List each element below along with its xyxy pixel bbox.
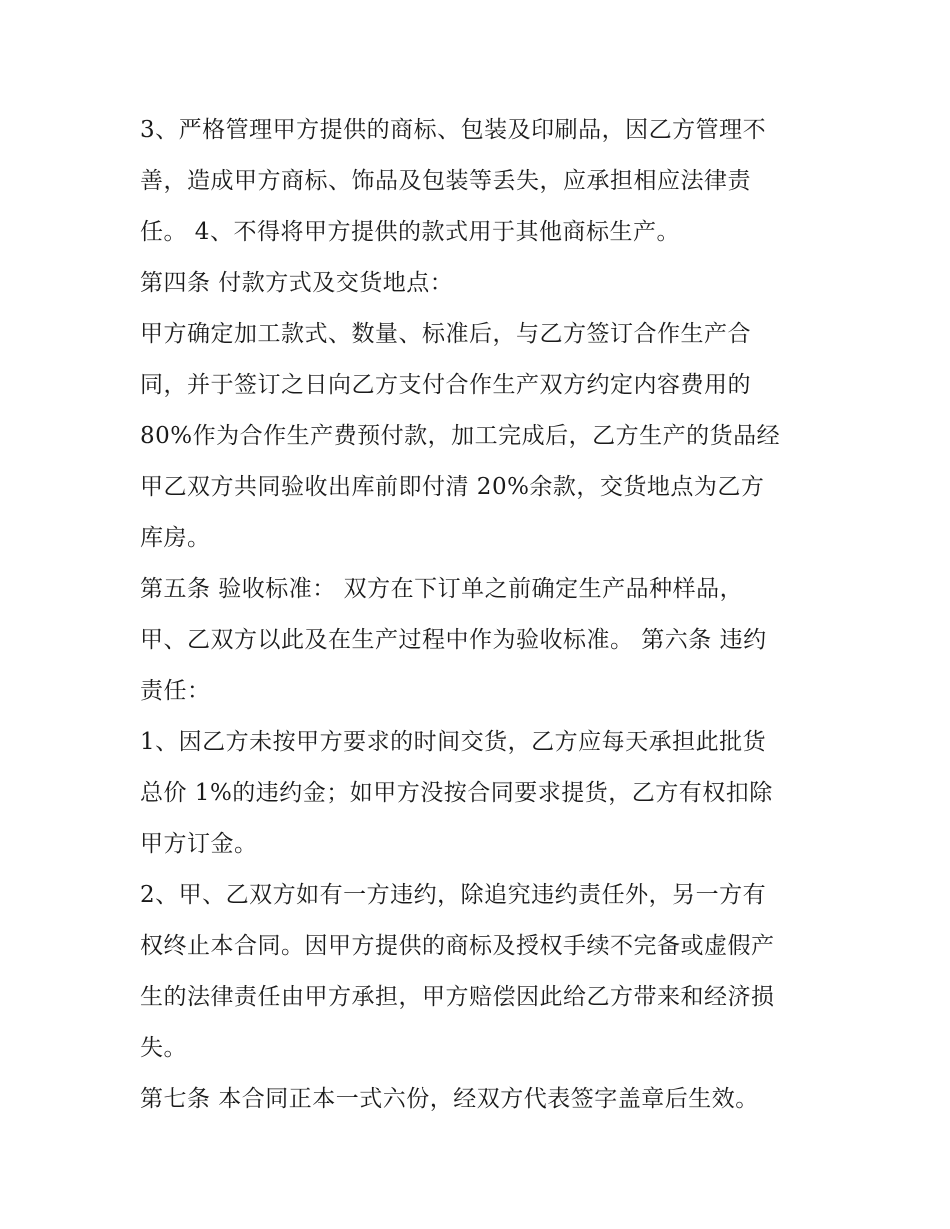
article-4-line-4: 甲乙双方共同验收出库前即付清 20%余款，交货地点为乙方 bbox=[140, 474, 765, 500]
article-5-6-line: 甲、乙双方以此及在生产过程中作为验收标准。 第六条 违约 bbox=[140, 627, 767, 653]
article-6-item-2-line-3: 生的法律责任由甲方承担，甲方赔偿因此给乙方带来和经济损 bbox=[140, 984, 775, 1010]
clause-3-4-line: 任。 4、不得将甲方提供的款式用于其他商标生产。 bbox=[140, 219, 680, 245]
article-4-line-1: 甲方确定加工款式、数量、标准后，与乙方签订合作生产合 bbox=[140, 321, 751, 347]
article-4-line-5: 库房。 bbox=[140, 525, 211, 551]
article-6-item-2-line-2: 权终止本合同。因甲方提供的商标及授权手续不完备或虚假产 bbox=[140, 933, 775, 959]
article-5-line-1: 第五条 验收标准： 双方在下订单之前确定生产品种样品， bbox=[140, 576, 744, 602]
article-6-item-1-line-2: 总价 1%的违约金；如甲方没按合同要求提货，乙方有权扣除 bbox=[140, 780, 773, 806]
article-7-line: 第七条 本合同正本一式六份，经双方代表签字盖章后生效。 bbox=[140, 1086, 759, 1112]
article-6-item-2-line-4: 失。 bbox=[140, 1035, 187, 1061]
clause-3-line-2: 善，造成甲方商标、饰品及包装等丢失，应承担相应法律责 bbox=[140, 168, 751, 194]
article-4-line-2: 同，并于签订之日向乙方支付合作生产双方约定内容费用的 bbox=[140, 372, 751, 398]
article-4-line-3: 80%作为合作生产费预付款，加工完成后，乙方生产的货品经 bbox=[140, 423, 781, 449]
article-4-heading: 第四条 付款方式及交货地点： bbox=[140, 270, 454, 296]
article-6-item-2-line-1: 2、甲、乙双方如有一方违约，除追究违约责任外，另一方有 bbox=[140, 882, 767, 908]
article-6-heading-end: 责任： bbox=[140, 678, 211, 704]
article-6-item-1-line-3: 甲方订金。 bbox=[140, 831, 258, 857]
article-6-item-1-line-1: 1、因乙方未按甲方要求的时间交货，乙方应每天承担此批货 bbox=[140, 729, 767, 755]
clause-3-line-1: 3、严格管理甲方提供的商标、包装及印刷品，因乙方管理不 bbox=[140, 117, 767, 143]
contract-text bbox=[140, 105, 820, 1125]
